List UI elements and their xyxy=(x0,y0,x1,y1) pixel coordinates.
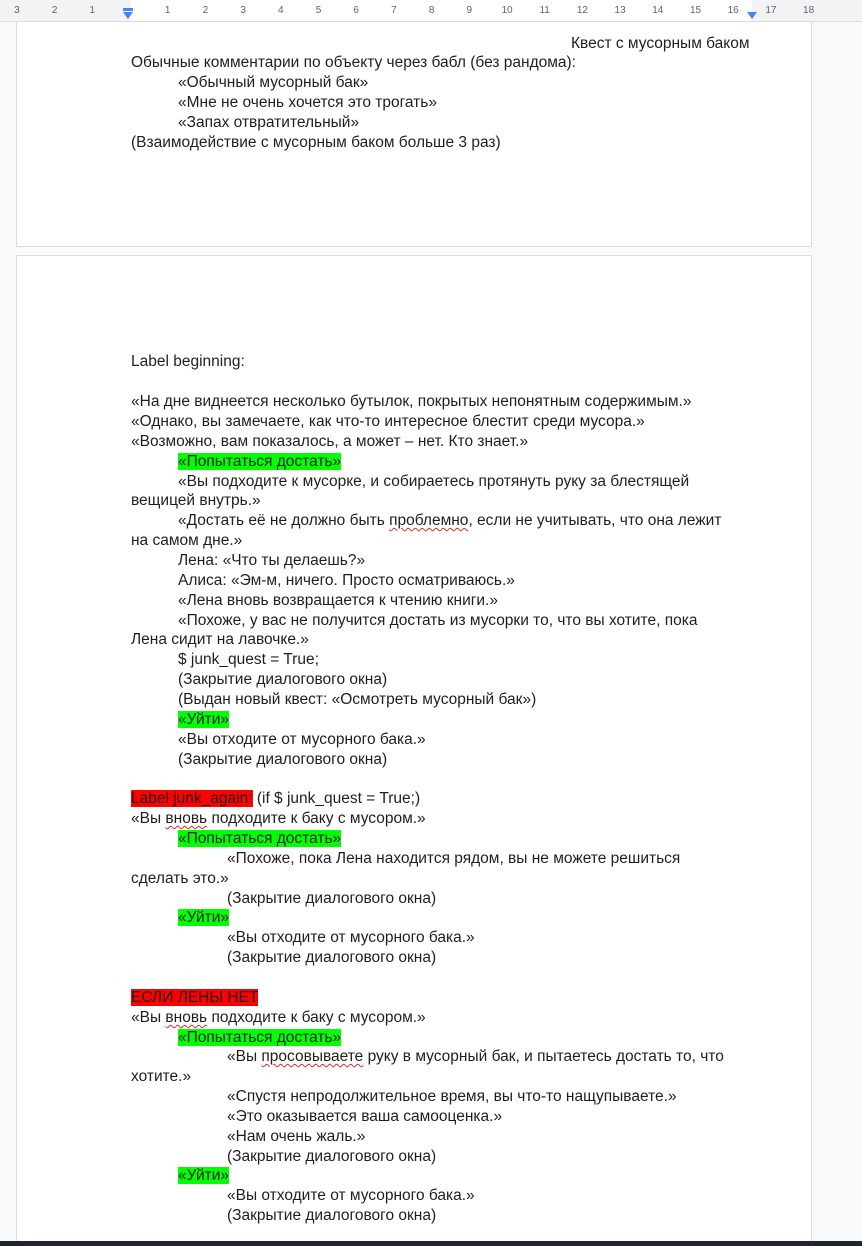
choice-highlight: «Уйти» xyxy=(178,909,229,926)
text-line: (Закрытие диалогового окна) xyxy=(227,949,437,966)
spellcheck-word[interactable]: вновь xyxy=(165,810,208,827)
label-highlight: Label junk_again: xyxy=(131,790,253,807)
text-line: «Вы отходите от мусорного бака.» xyxy=(178,731,426,748)
text-line: «Возможно, вам показалось, а может – нет. Кто знает.» xyxy=(131,433,529,450)
text-line: «Похоже, пока Лена находится рядом, вы не можете решиться xyxy=(227,850,681,867)
first-line-indent-marker[interactable] xyxy=(123,12,133,19)
ruler-number: 5 xyxy=(315,5,322,16)
ruler-number: 2 xyxy=(51,5,58,16)
text-line xyxy=(178,511,721,530)
text-segment: (if $ junk_quest = True;) xyxy=(252,790,421,807)
ruler-number: 16 xyxy=(727,5,739,16)
text-line: «Нам очень жаль.» xyxy=(227,1128,366,1145)
spellcheck-word[interactable]: проблемно xyxy=(389,512,469,529)
text-line: «Это оказывается ваша самооценка.» xyxy=(227,1108,503,1125)
choice-highlight: «Попытаться достать» xyxy=(178,1029,342,1046)
text-line: «На дне виднеется несколько бутылок, покрытых непонятным содержимым.» xyxy=(131,393,692,410)
ruler-number: 3 xyxy=(240,5,246,16)
ruler-number: 13 xyxy=(614,5,626,16)
text-line: (Закрытие диалогового окна) xyxy=(227,1148,437,1165)
text-line: «Запах отвратительный» xyxy=(178,114,360,131)
choice-line xyxy=(178,1028,341,1047)
spellcheck-word[interactable]: просовываете xyxy=(261,1048,364,1065)
ruler-number: 17 xyxy=(765,5,777,16)
ruler-number: 12 xyxy=(576,5,588,16)
text-segment: «Вы xyxy=(131,810,166,827)
text-line: «Лена вновь возвращается к чтению книги.» xyxy=(178,592,498,609)
choice-highlight: «Попытаться достать» xyxy=(178,830,342,847)
text-segment: «Вы xyxy=(131,1009,166,1026)
choice-line xyxy=(178,1166,229,1185)
choice-line xyxy=(178,710,229,729)
choice-highlight: «Уйти» xyxy=(178,1167,229,1184)
ruler-number: 9 xyxy=(466,5,473,16)
choice-highlight: «Попытаться достать» xyxy=(178,453,342,470)
right-indent-marker[interactable] xyxy=(747,12,757,19)
text-segment: «Достать её не должно быть xyxy=(178,512,390,529)
taskbar-edge xyxy=(0,1241,862,1246)
document-page-2[interactable] xyxy=(16,255,812,1246)
ruler-number: 18 xyxy=(803,5,815,16)
text-line: на самом дне.» xyxy=(131,532,243,549)
label-heading: Label beginning: xyxy=(131,353,245,370)
text-line: вещицей внутрь.» xyxy=(131,492,261,509)
text-segment: , если не учитывать, что она лежит xyxy=(468,512,722,529)
text-line xyxy=(131,1008,426,1027)
text-line: «Вы подходите к мусорке, и собираетесь протянуть руку за блестящей xyxy=(178,473,690,490)
spellcheck-word[interactable]: вновь xyxy=(165,1009,208,1026)
text-line: «Мне не очень хочется это трогать» xyxy=(178,94,437,111)
text-line: (Закрытие диалогового окна) xyxy=(227,1207,437,1224)
text-line xyxy=(227,1047,724,1066)
text-line: Обычные комментарии по объекту через бабл (без рандома): xyxy=(131,54,576,71)
text-line: «Вы отходите от мусорного бака.» xyxy=(227,929,475,946)
text-segment: руку в мусорный бак, и пытаетесь достать то, что xyxy=(363,1048,724,1065)
ruler-number: 1 xyxy=(89,5,96,16)
text-line: «Вы отходите от мусорного бака.» xyxy=(227,1187,475,1204)
text-line: (Выдан новый квест: «Осмотреть мусорный бак») xyxy=(178,691,537,708)
text-line xyxy=(131,809,426,828)
ruler-number: 3 xyxy=(14,5,20,16)
text-line: «Спустя непродолжительное время, вы что-то нащупываете.» xyxy=(227,1088,677,1105)
ruler-number: 11 xyxy=(539,5,550,16)
text-line: (Закрытие диалогового окна) xyxy=(178,751,388,768)
text-line: «Похоже, у вас не получится достать из мусорки то, что вы хотите, пока xyxy=(178,612,698,629)
ruler-number: 10 xyxy=(501,5,513,16)
ruler-number: 2 xyxy=(202,5,209,16)
text-line: (Закрытие диалогового окна) xyxy=(227,890,437,907)
choice-line xyxy=(178,908,229,927)
text-segment: подходите к баку с мусором.» xyxy=(207,810,426,827)
text-line: хотите.» xyxy=(131,1068,192,1085)
text-line: Лена сидит на лавочке.» xyxy=(131,631,309,648)
ruler-number: 6 xyxy=(353,5,359,16)
text-line: $ junk_quest = True; xyxy=(178,651,319,668)
ruler-number: 15 xyxy=(689,5,702,16)
text-line: (Взаимодействие с мусорным баком больше 3 раз) xyxy=(131,134,501,151)
text-line: «Обычный мусорный бак» xyxy=(178,74,369,91)
ruler-number: 1 xyxy=(164,5,171,16)
document-page-1[interactable] xyxy=(16,22,812,247)
left-indent-marker[interactable] xyxy=(123,8,133,11)
text-line: Лена: «Что ты делаешь?» xyxy=(178,552,366,569)
text-line: сделать это.» xyxy=(131,870,229,887)
page-header-text: Квест с мусорным баком xyxy=(571,35,750,52)
text-line: (Закрытие диалогового окна) xyxy=(178,671,388,688)
ruler-number: 7 xyxy=(391,5,397,16)
text-segment: подходите к баку с мусором.» xyxy=(207,1009,426,1026)
label-heading xyxy=(131,988,258,1007)
ruler-number: 14 xyxy=(652,5,664,16)
ruler-number: 4 xyxy=(278,5,284,16)
choice-highlight: «Уйти» xyxy=(178,711,229,728)
text-segment: «Вы xyxy=(227,1048,262,1065)
choice-line xyxy=(178,452,341,471)
text-line: Алиса: «Эм-м, ничего. Просто осматриваюсь.» xyxy=(178,572,515,589)
choice-line xyxy=(178,829,341,848)
label-highlight: ЕСЛИ ЛЕНЫ НЕТ xyxy=(131,989,259,1006)
horizontal-ruler[interactable] xyxy=(0,0,862,22)
label-heading xyxy=(131,789,420,808)
text-line: «Однако, вы замечаете, как что-то интересное блестит среди мусора.» xyxy=(131,413,645,430)
ruler-number: 8 xyxy=(428,5,435,16)
